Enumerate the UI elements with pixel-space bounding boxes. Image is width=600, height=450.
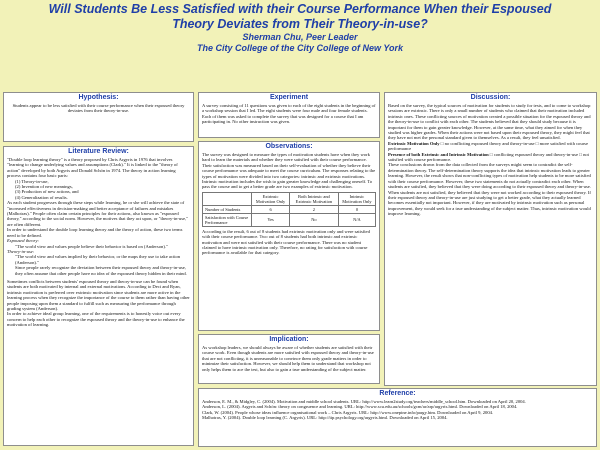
discussion-title: Discussion: <box>470 94 511 101</box>
table-row <box>203 192 376 205</box>
poster-header <box>0 2 600 54</box>
poster-affiliation: The City College of the City College of New York <box>196 43 404 53</box>
table-cell: No <box>289 213 338 226</box>
both-motivation-text: □ conflicting espoused theory and theory-in-use □ not satisfied with course performance. <box>388 151 589 163</box>
reference-panel <box>198 388 597 447</box>
implication-panel <box>198 334 380 384</box>
literature-item: (2) Invention of new meanings, <box>15 184 73 190</box>
observations-p2: According to the result, 6 out of 8 students had extrinsic motivation only and were satisfied with their course performance. Two out of 8 students had both intrinsic and extrinsic motivation and were not satisfied with their course performance. There was no student claimed to have intrinsic motivation only. Therefore, no rating for satisfaction with course performance is available for that category. <box>202 228 370 256</box>
observations-p1: The survey was designed to measure the types of motivation students have when they work hard to learn the materials and whether they were satisfied with their course performance. Their satisfaction was measured based on their self-evaluation of whether they believe their course performance was adequate to meet the course curriculum. The responses relating to the types of motivation were divided into two categories: intrinsic and extrinsic motivations. Intrinsic motivation includes the wish to gain greater knowledge and challenging oneself. To pass the course and to get a better grade are two examples of extrinsic motivation. <box>202 152 376 190</box>
poster-title: Will Students Be Less Satisfied with their Course Performance When their Espoused Theory Deviates from Their Theory-in-use? <box>48 2 552 31</box>
literature-item: (4) Generalization of results. <box>15 194 68 200</box>
literature-title: Literature Review: <box>68 148 129 155</box>
observations-title: Observations: <box>265 143 313 150</box>
reference-item: Anderson, L. (2004). Argyris and Schön: theory on congruence and learning. URL: http://www.scu.edu.au/schools/gcm/ar/arp/argyris.html. Downloaded on April 18, 2004. <box>202 404 518 410</box>
table-header-cell: Extrinsic Motivation Only <box>252 192 290 205</box>
literature-p6: In order to achieve ideal group learning, one of the requirements is to honestly voice out every concern to help each other to recognize the espoused theory and the theory-in-use to enhance the motivation of learning. <box>7 311 185 328</box>
experiment-text: A survey consisting of 11 questions was given to each of the eight students in the beginning of a workshop session that I led. The eight students were four male and four female students. Each of them was asked to complete the survey that was designed for a course that I am participating in. No other instruction was given. <box>202 103 376 125</box>
implication-title: Implication: <box>269 336 309 343</box>
experiment-panel <box>198 92 380 138</box>
table-cell: 6 <box>252 205 290 213</box>
hypothesis-title: Hypothesis: <box>78 94 119 101</box>
poster-author: Sherman Chu, Peer Leader <box>242 32 358 42</box>
discussion-p2: These conclusions drawn from the data collected from the surveys might seem to contradict the self-determination theory. The self-determination theory supports the idea that intrinsic motivation leads to greater learning. However, the result shows that non-conflicting types of motivation help students to be more satisfied with their course performance. However, these two statements do not actually contradict each other. When students are satisfied, they believed that they were doing according to their espoused theory and theory-in-use. When students are not satisfied, they believed that they were not worked according to their espoused theory. If their espoused theory and theory-in-use are just studying to get a better grade, what they actually learned becomes essentially not important. However, if they are motivated by intrinsic motivation such as personal improvement, they would seek for a true understanding of the subject matter. Thus, intrinsic motivation would improve learning. <box>388 162 591 217</box>
table-row-header: Number of Students <box>203 205 252 213</box>
table-cell: Yes <box>252 213 290 226</box>
literature-panel <box>3 146 194 446</box>
implication-text: As workshop leaders, we should always be aware of whether students are satisfied with their course work. Even though students are more satisfied with espoused theory and theory-in-use that are not conflicting, it is unreasonable to convince them only grade matters in order to minimize their satisfaction. However, we should help them to understand that workshop not only helps them to ace the test, but also to gain a true understanding of the subject matter. <box>202 345 374 372</box>
table-cell: 2 <box>289 205 338 213</box>
espoused-definition: "The world view and values people believe their behavior is based on (Anderson)." <box>15 243 168 249</box>
extrinsic-only-label: Extrinsic Motivation Only <box>388 140 440 146</box>
table-cell: N/A <box>338 213 375 226</box>
literature-p3: In order to understand the double loop learning theory and the theory of action, these two terms need to be defined. <box>7 227 183 238</box>
table-header-cell: Intrinsic Motivation Only <box>338 192 375 205</box>
experiment-title: Experiment <box>269 94 309 101</box>
extrinsic-only-text: □ no conflicting espoused theory and theory-in-use □ more satisfied with course performance <box>388 140 588 152</box>
literature-item: (3) Production of new actions, and <box>15 189 79 195</box>
table-row-header: Satisfaction with Course Performance <box>203 213 252 226</box>
reference-item: Malhotras, Y. (2004). Double loop learning (C. Argyris). URL: http://tip.psychology.org/argyris.html. Downloaded on April 15, 2004. <box>202 415 448 421</box>
table-row <box>203 205 376 213</box>
reference-item: Anderson, E. M., & Midgley, C. (2004). Motivation and middle school students. URL: http://www.learn2study.org/teachers/middle_school.htm. Downloaded on April 20, 2004. <box>202 399 526 404</box>
inuse-label: Theory-in-use: <box>7 248 35 254</box>
table-corner-cell <box>203 192 252 205</box>
literature-p4: Since people rarely recognize the deviation between their espoused theory and theory-in-use, they often assume that other people have no idea of the espoused theory hidden in their mind. <box>15 265 187 276</box>
table-row <box>203 213 376 226</box>
observations-panel <box>198 141 380 331</box>
literature-p5: Sometimes conflicts between students' espoused theory and theory-in-use can be found when students are both motivated by internal and external motivations. According to Deci and Ryan, intrinsic motivation is preferred over extrinsic motivation since students are more active in the learning process when they recognize the importance of the course to them rather than having other people imposing upon them a standard to fulfill such as measuring the performance through grading system (Anderson). <box>7 278 190 311</box>
reference-title: Reference: <box>379 390 416 397</box>
table-cell: 0 <box>338 205 375 213</box>
literature-item: (1) Theory-in-use, <box>15 178 49 184</box>
both-motivation-label: Presence of both Extrinsic and Intrinsic Motivation <box>388 151 489 157</box>
discussion-panel <box>384 92 597 386</box>
table-header-cell: Both Intrinsic and Extrinsic Motivation <box>289 192 338 205</box>
discussion-p1: Based on the survey, the typical sources of motivation for students to study for tests, and to come to workshop sessions are extrinsic. There is only a small number of students who claimed that their motivation included intrinsic ones. These conflicting sources of motivation created a possible situation for the espoused theory and the theory-in-use to conflict with each other. The students believed that they should study because it is important for them to gain greater knowledge. However, at the same time, what they aimed for when they studied was higher grades. When their actions were not based upon their espoused theory, they might feel that they have not met the personal standard given to themselves. As a result, they feel unsatisfied. <box>388 103 591 141</box>
hypothesis-text: Students appear to be less satisfied with their course performance when their espoused theory deviates from their theory-in-use. <box>12 103 185 114</box>
hypothesis-panel <box>3 92 194 142</box>
inuse-definition: "The world view and values implied by their behavior, or the maps they use to take action (Anderson)." <box>15 254 181 265</box>
reference-item: Clark, W. (2004). People whose ideas influence organisational work – Chris Argyris. URL: http://www.onepine.info/pargy.htm. Downloaded on April 9, 2004. <box>202 409 494 415</box>
espoused-label: Espoused theory: <box>7 238 40 244</box>
results-table <box>202 192 376 227</box>
literature-p2: As each student progresses through these steps while learning, he or she will achieve the state of "increased effectiveness in decision-making and better acceptance of failures and mistakes (Malhotras)." People often claim certain principles for their actions, also known as "espoused theory," according to the social norm. However, the motives that they act upon, or "theory-in-use," are often different. <box>7 200 189 227</box>
literature-p1: "Double loop learning theory" is a theory proposed by Chris Argyris in 1976 that involves "learning to change underlying values and assumptions (Clark)." It is linked to the "theory of action" developed by both Argyris and Donald Schön in 1974. The theory in action learning process contains four basic parts: <box>7 157 178 179</box>
